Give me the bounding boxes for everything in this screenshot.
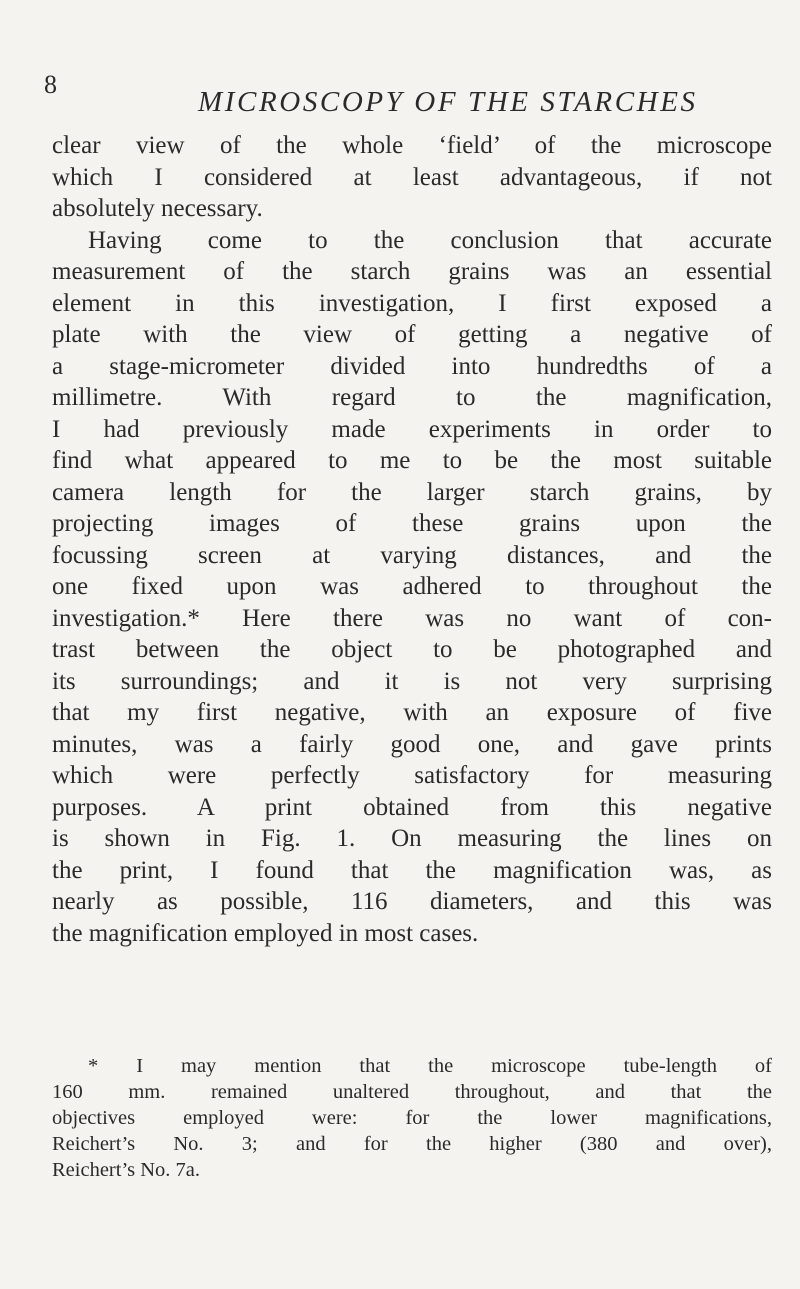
text-line: the magnification employed in most cases. [52, 919, 479, 947]
page-number: 8 [44, 70, 57, 99]
text-line: a stage-micrometer divided into hundredths of a [52, 352, 772, 380]
text-line: which were perfectly satisfactory for measuring [52, 762, 772, 789]
text-line: investigation.* Here there was no want of con- [52, 604, 772, 632]
text-line: projecting images of these grains upon the [52, 510, 772, 537]
text-line: the print, I found that the magnification was, as [52, 856, 772, 884]
text-line: purposes. A print obtained from this negative [52, 793, 772, 821]
text-line: absolutely necessary. [52, 195, 263, 222]
footnote-line: objectives employed were: for the lower magnifications, [52, 1107, 772, 1129]
running-head: MICROSCOPY OF THE STARCHES [198, 86, 698, 118]
footnote-line: Reichert’s No. 3; and for the higher (380 and over), [52, 1133, 772, 1155]
footnote-line: 160 mm. remained unaltered throughout, and that the [52, 1081, 772, 1103]
footnote-line: Reichert’s No. 7a. [52, 1159, 201, 1181]
footnote-line: * I may mention that the microscope tube-length of [88, 1055, 772, 1077]
text-line: nearly as possible, 116 diameters, and this was [52, 888, 772, 915]
text-line: find what appeared to me to be the most suitable [52, 447, 772, 474]
text-line: that my first negative, with an exposure of five [52, 699, 772, 726]
text-line: its surroundings; and it is not very surprising [52, 667, 772, 695]
text-line: is shown in Fig. 1. On measuring the lines on [52, 825, 772, 852]
text-line: minutes, was a fairly good one, and gave prints [52, 730, 772, 758]
text-line: millimetre. With regard to the magnification, [52, 384, 772, 411]
text-line: Having come to the conclusion that accurate [88, 226, 772, 254]
text-line: element in this investigation, I first exposed a [52, 289, 772, 317]
body-text [52, 130, 772, 949]
text-line: clear view of the whole ‘field’ of the microscope [52, 132, 772, 159]
text-line: which I considered at least advantageous, if not [52, 163, 772, 191]
text-line: camera length for the larger starch grains, by [52, 478, 772, 506]
page-header [0, 62, 800, 118]
text-line: I had previously made experiments in order to [52, 415, 772, 443]
text-line: measurement of the starch grains was an essential [52, 258, 772, 285]
text-line: plate with the view of getting a negative of [52, 321, 772, 348]
text-line: trast between the object to be photographed and [52, 636, 772, 663]
text-line: one fixed upon was adhered to throughout the [52, 573, 772, 600]
text-line: focussing screen at varying distances, and the [52, 541, 772, 569]
footnote [52, 1053, 772, 1183]
